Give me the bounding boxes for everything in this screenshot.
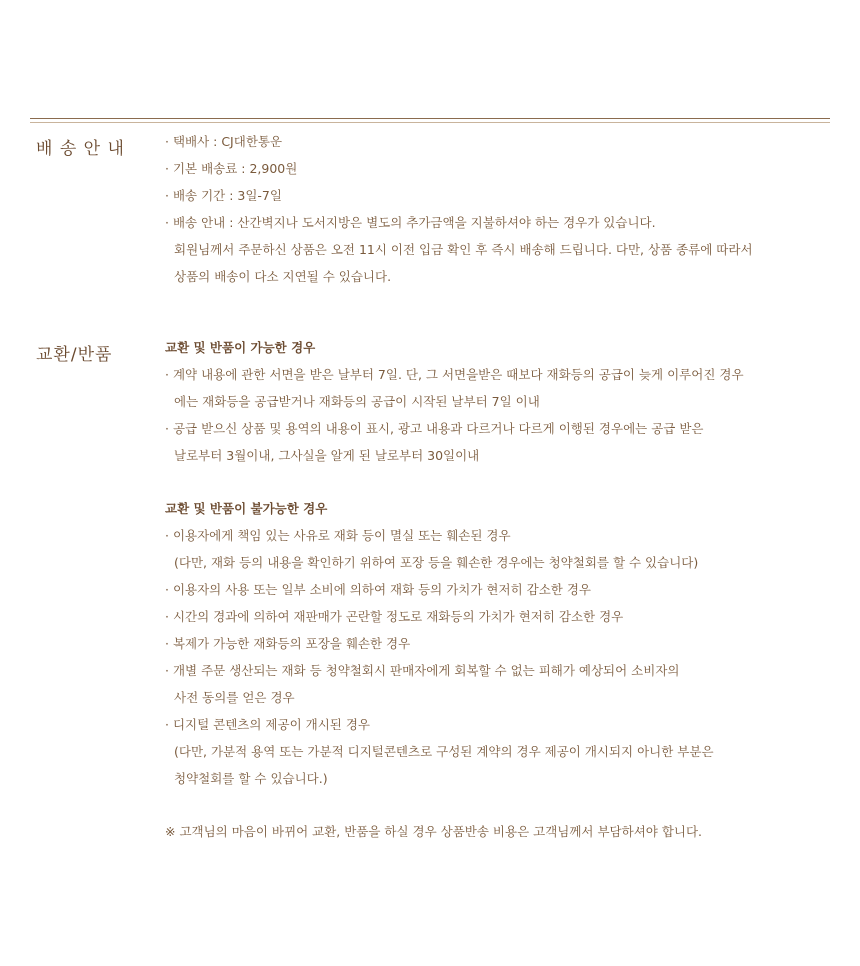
- return-shipping-note: ※ 고객님의 마음이 바뀌어 교환, 반품을 하실 경우 상품반송 비용은 고객님께서 부담하셔야 합니다.: [165, 824, 703, 839]
- exchange-allowed-line: 날로부터 3월이내, 그사실을 알게 된 날로부터 30일이내: [174, 448, 480, 463]
- exchange-denied-line: 사전 동의를 얻은 경우: [174, 690, 295, 705]
- shipping-line: · 기본 배송료 : 2,900원: [165, 161, 298, 176]
- exchange-allowed-line: · 공급 받으신 상품 및 용역의 내용이 표시, 광고 내용과 다르거나 다르게 이행된 경우에는 공급 받은: [165, 421, 704, 436]
- exchange-denied-line: · 시간의 경과에 의하여 재판매가 곤란할 정도로 재화등의 가치가 현저히 감소한 경우: [165, 609, 624, 624]
- shipping-line: · 배송 안내 : 산간벽지나 도서지방은 별도의 추가금액을 지불하셔야 하는 경우가 있습니다.: [165, 215, 656, 230]
- shipping-line: · 배송 기간 : 3일-7일: [165, 188, 282, 203]
- exchange-allowed-line: · 계약 내용에 관한 서면을 받은 날부터 7일. 단, 그 서면을받은 때보다 재화등의 공급이 늦게 이루어진 경우: [165, 367, 744, 382]
- exchange-denied-line: · 디지털 콘텐츠의 제공이 개시된 경우: [165, 717, 370, 732]
- header-divider-thin: [30, 122, 830, 123]
- exchange-denied-line: · 복제가 가능한 재화등의 포장을 훼손한 경우: [165, 636, 411, 651]
- exchange-denied-line: 청약철회를 할 수 있습니다.): [174, 771, 328, 786]
- exchange-allowed-line: 에는 재화등을 공급받거나 재화등의 공급이 시작된 날부터 7일 이내: [174, 394, 540, 409]
- exchange-return-section-body: [165, 334, 744, 845]
- exchange-denied-line: · 개별 주문 생산되는 재화 등 청약철회시 판매자에게 회복할 수 없는 피해가 예상되어 소비자의: [165, 663, 680, 678]
- exchange-denied-line: (다만, 가분적 용역 또는 가분적 디지털콘텐츠로 구성된 계약의 경우 제공이 개시되지 아니한 부분은: [174, 744, 714, 759]
- block-spacer: [165, 469, 744, 495]
- note-spacer: [165, 792, 744, 818]
- exchange-denied-heading: 교환 및 반품이 불가능한 경우: [165, 501, 328, 516]
- exchange-denied-line: · 이용자의 사용 또는 일부 소비에 의하여 재화 등의 가치가 현저히 감소한 경우: [165, 582, 591, 597]
- exchange-denied-line: · 이용자에게 책임 있는 사유로 재화 등이 멸실 또는 훼손된 경우: [165, 528, 511, 543]
- shipping-line: · 택배사 : CJ대한통운: [165, 134, 283, 149]
- shipping-section-title: 배 송 안 내: [36, 139, 125, 159]
- shipping-line: 회원님께서 주문하신 상품은 오전 11시 이전 입금 확인 후 즉시 배송해 드립니다. 다만, 상품 종류에 따라서: [174, 242, 753, 257]
- exchange-allowed-heading: 교환 및 반품이 가능한 경우: [165, 340, 316, 355]
- shipping-section-body: [165, 128, 753, 290]
- exchange-denied-line: (다만, 재화 등의 내용을 확인하기 위하여 포장 등을 훼손한 경우에는 청약철회를 할 수 있습니다): [174, 555, 699, 570]
- exchange-return-section-title: 교환/반품: [36, 345, 113, 365]
- header-divider-thick: [30, 118, 830, 119]
- shipping-line: 상품의 배송이 다소 지연될 수 있습니다.: [174, 269, 392, 284]
